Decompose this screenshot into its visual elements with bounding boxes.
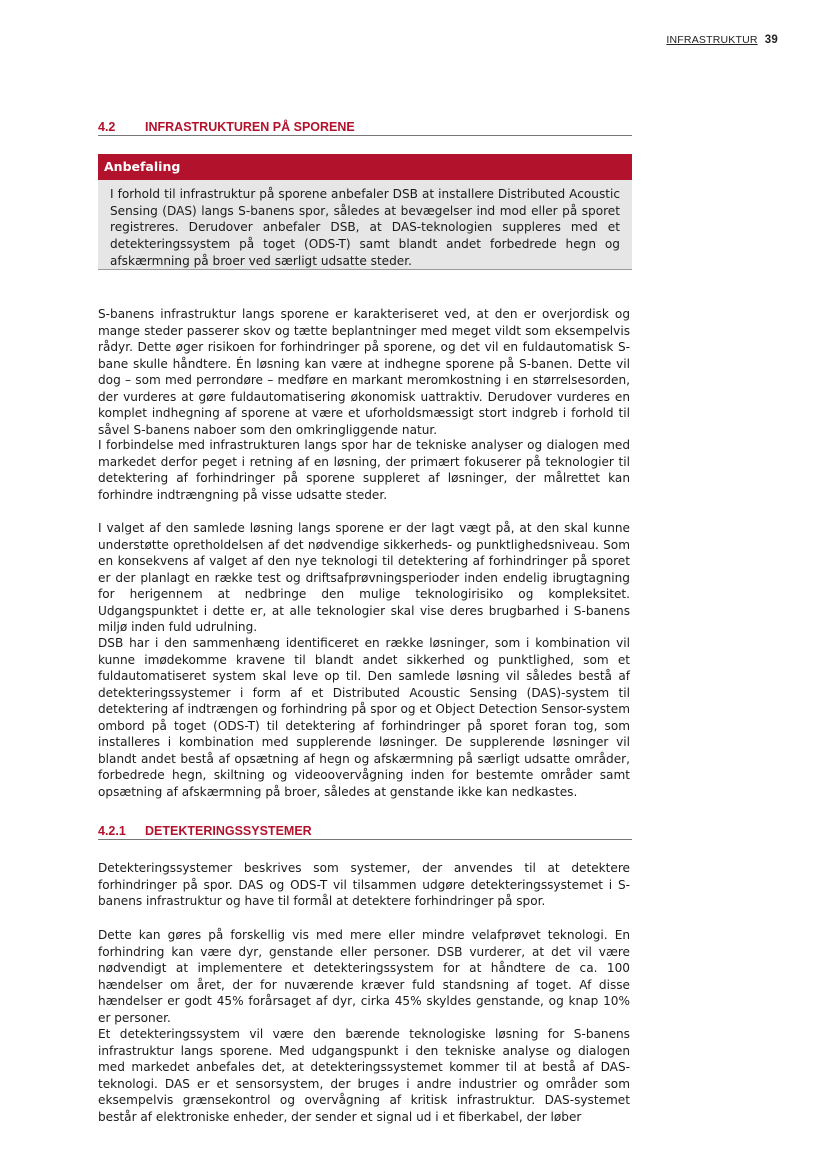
- recommendation-title: Anbefaling: [98, 154, 632, 180]
- recommendation-text: I forhold til infrastruktur på sporene anbefaler DSB at installere Distributed Acoustic Sensing (DAS) langs S-banens spor, således at bevægelser ind mod eller på sporet registreres. Derudover anbefaler DSB, at DAS-teknologien suppleres med et detekteringssystem på toget (ODS-T) samt blandt andet forbedrede hegn og afskærmning på broer ved særligt udsatte steder.: [110, 187, 620, 268]
- section-heading: [98, 120, 632, 136]
- paragraph-1: S-banens infrastruktur langs sporene er karakteriseret ved, at den er overjordisk og mange steder passerer skov og tætte beplantninger med meget vildt som eksempelvis rådyr. Dette øger risikoen for forhindringer på sporene, og det vil en fuldautomatisk S-bane skulle håndtere. Én løsning kan være at indhegne sporene på S-banen. Dette vil dog – som med perrondøre – medføre en markant meromkostning i en størrelsesorden, der vurderes at gøre fuldautomatisering økonomisk uattraktiv. Derudover vurderes en komplet indhegning af sporene at være et uforholdsmæssigt stort indgreb i forhold til såvel S-banens naboer som den omkringliggende natur.: [98, 307, 630, 437]
- subsection-number: 4.2.1: [98, 824, 126, 838]
- recommendation-box: [98, 154, 632, 270]
- section-number: 4.2: [98, 120, 116, 134]
- sub-paragraph-2: Dette kan gøres på forskellig vis med mere eller mindre velafprøvet teknologi. En forhindring kan være dyr, genstande eller personer. DSB vurderer, at det vil være nødvendigt at implementere et detekteringssystem for at håndtere de ca. 100 hændelser om året, der for nuværende kræver fuld standsning af toget. Af disse hændelser er godt 45% forårsaget af dyr, cirka 45% skyldes genstande, og knap 10% er personer.: [98, 928, 630, 1025]
- paragraph-4: DSB har i den sammenhæng identificeret en række løsninger, som i kombination vil kunne imødekomme kravene til blandt andet sikkerhed og punktlighed, som et fuldautomatiseret system skal leve op til. Den samlede løsning vil således bestå af detekteringssystemer i form af et Distributed Acoustic Sensing (DAS)-system til detektering af indtrængen og forhindring på spor og et Object Detection Sensor-system ombord på toget (ODS-T) til detektering af forhindringer på sporet foran tog, som installeres i kombination med supplerende løsninger. De supplerende løsninger vil blandt andet bestå af opsætning af hegn og afskærmning på særligt udsatte områder, forbedrede hegn, skiltning og videoovervågning inden for bestemte områder samt opsætning af afskærmning på broer, således at genstande ikke kan nedkastes.: [98, 636, 630, 799]
- section-title: INFRASTRUKTUREN PÅ SPORENE: [145, 120, 355, 134]
- subsection-title: DETEKTERINGSSYSTEMER: [145, 824, 312, 838]
- sub-paragraph-1: Detekteringssystemer beskrives som systemer, der anvendes til at detektere forhindringer på spor. DAS og ODS-T vil tilsammen udgøre detekteringssystemet i S-banens infrastruktur og have til formål at detektere forhindringer på spor.: [98, 861, 630, 908]
- running-head: [666, 34, 778, 46]
- sub-paragraph-3: Et detekteringssystem vil være den bærende teknologiske løsning for S-banens infrastruktur langs sporene. Med udgangspunkt i den tekniske analyse og dialogen med markedet anbefales det, at detekteringssystemet kommer til at bestå af DAS-teknologi. DAS er et sensorsystem, der bruges i andre industrier og områder som eksempelvis grænsekontrol og overvågning af kritisk infrastruktur. DAS-systemet består af elektroniske enheder, der sender et signal ud i et fiberkabel, der løber: [98, 1027, 630, 1124]
- paragraph-2: I forbindelse med infrastrukturen langs spor har de tekniske analyser og dialogen med markedet derfor peget i retning af en løsning, der primært fokuserer på teknologier til detektering af forhindringer på sporene suppleret af løsninger, der målrettet kan forhindre indtrængning på visse udsatte steder.: [98, 438, 630, 502]
- page-number: 39: [764, 34, 778, 46]
- running-head-section: INFRASTRUKTUR: [666, 34, 758, 46]
- subsection-heading: [98, 824, 632, 840]
- paragraph-3: I valget af den samlede løsning langs sporene er der lagt vægt på, at den skal kunne understøtte opretholdelsen af det nødvendige sikkerheds- og punktlighedsniveau. Som en konsekvens af valget af den nye teknologi til detektering af forhindringer på sporet er der planlagt en række test og driftsafprøvningsperioder inden endelig ibrugtagning for herigennem at nedbringe den mulige teknologirisiko og kompleksitet. Udgangspunktet i dette er, at alle teknologier skal vise deres brugbarhed i S-banens miljø inden fuld udrulning.: [98, 521, 630, 634]
